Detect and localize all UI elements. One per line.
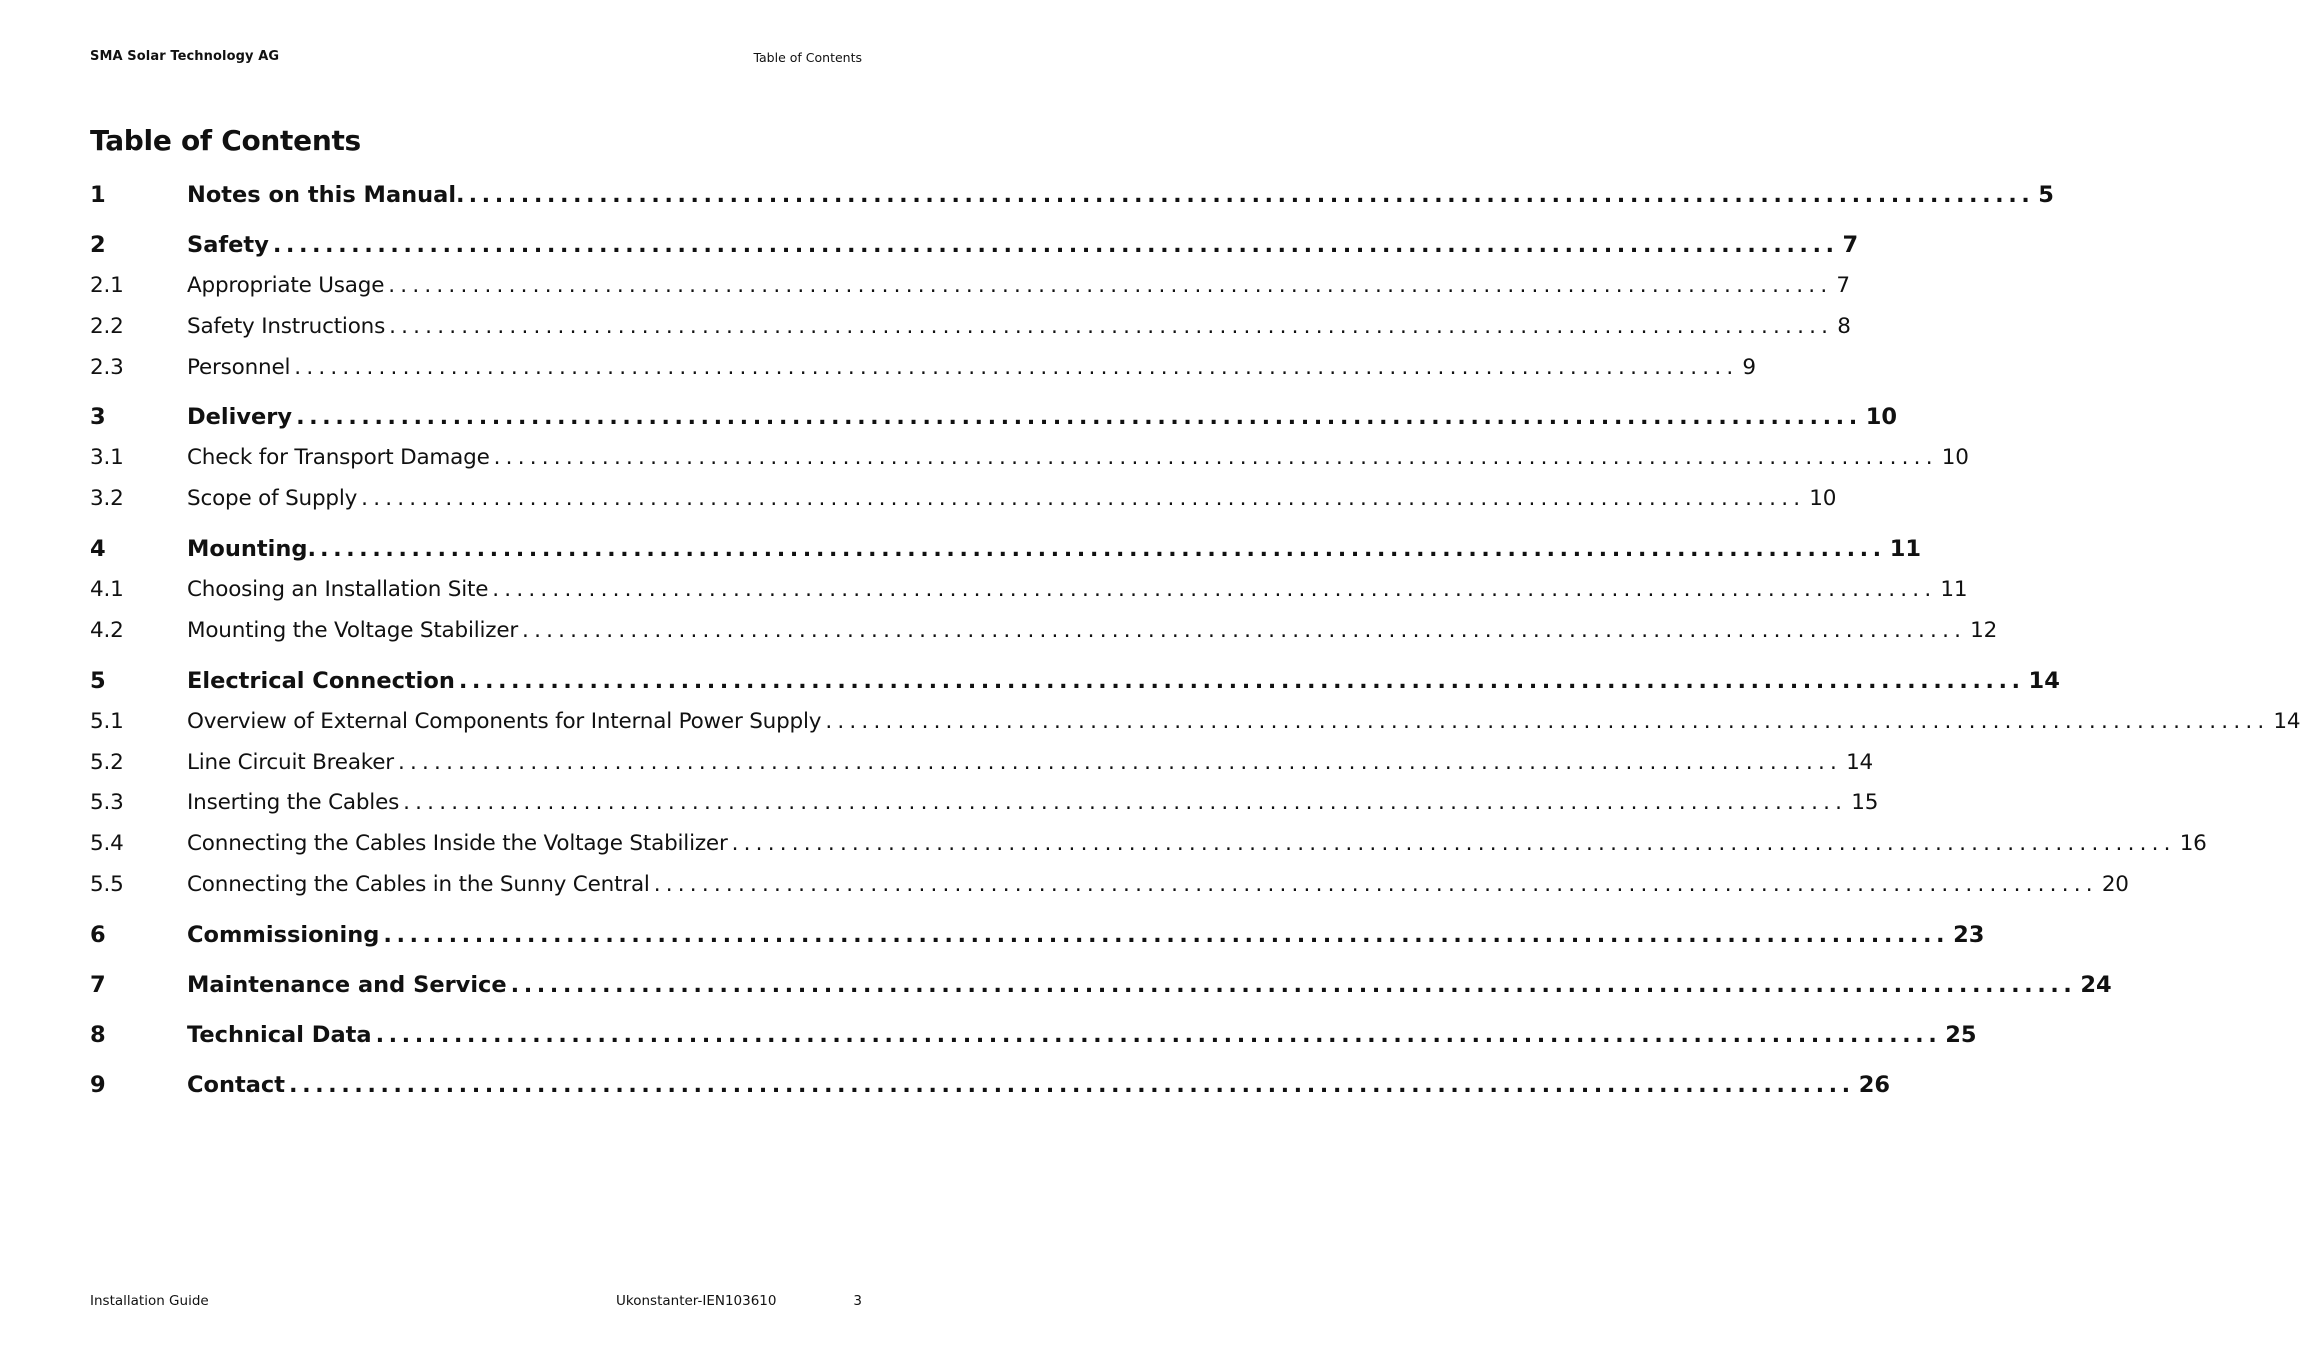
toc-leader-dots: ........................................................................................................................ (458, 668, 2025, 694)
toc-entry-page: 23 (1953, 922, 1985, 948)
toc-leader-dots: ........................................................................................................................ (320, 536, 1886, 562)
toc-entry-label: Safety (187, 232, 269, 258)
toc-entry[interactable] (90, 748, 1874, 778)
toc-entry-label: Appropriate Usage (187, 273, 385, 298)
toc-entry-page: 5 (2038, 182, 2054, 208)
footer-doc-type: Installation Guide (90, 1293, 209, 1309)
toc-entry-number: 3 (90, 404, 106, 430)
toc-entry-label: Delivery (187, 404, 293, 430)
toc-entry-number: 4.2 (90, 618, 124, 643)
toc-entry[interactable] (90, 575, 1968, 605)
toc-leader-dots: ........................................................................................................................ (294, 355, 1739, 380)
toc-entry-page: 14 (1846, 750, 1874, 775)
toc-entry-label: Notes on this Manual. (187, 182, 465, 208)
toc-entry-number: 4 (90, 536, 106, 562)
toc-entry-number: 1 (90, 182, 106, 208)
toc-entry-page: 10 (1941, 445, 1969, 470)
toc-entry-page: 12 (1970, 618, 1998, 643)
toc-entry[interactable] (90, 616, 1998, 646)
toc-entry-label: Line Circuit Breaker (187, 750, 394, 775)
toc-entry-page: 14 (2273, 709, 2300, 734)
toc-entry-page: 20 (2101, 872, 2129, 897)
toc-entry-label: Check for Transport Damage (187, 445, 490, 470)
toc-entry[interactable] (90, 443, 1969, 473)
toc-entry-number: 5 (90, 668, 106, 694)
toc-entry[interactable] (90, 788, 1879, 818)
toc-entry-number: 3.2 (90, 486, 124, 511)
header-section: Table of Contents (753, 50, 862, 65)
toc-entry-page: 8 (1837, 314, 1851, 339)
toc-entry[interactable] (90, 870, 2129, 900)
toc-entry[interactable] (90, 402, 1898, 432)
toc-entry-label: Contact (187, 1072, 286, 1098)
toc-entry[interactable] (90, 920, 1985, 950)
toc-entry-number: 6 (90, 922, 106, 948)
toc-entry-page: 11 (1940, 577, 1968, 602)
toc-leader-dots: ........................................................................................................................ (825, 709, 2270, 734)
toc-entry-page: 7 (1842, 232, 1859, 258)
toc-entry[interactable] (90, 353, 1756, 383)
toc-leader-dots: ........................................................................................................................ (510, 972, 2077, 998)
toc-entry-page: 11 (1889, 536, 1922, 562)
toc-entry[interactable] (90, 484, 1837, 514)
toc-leader-dots: ........................................................................................................................ (403, 790, 1848, 815)
toc-leader-dots: ........................................................................................................................ (383, 922, 1950, 948)
toc-entry-page: 25 (1945, 1022, 1977, 1048)
toc-leader-dots: ........................................................................................................................ (389, 314, 1834, 339)
toc-entry-label: Maintenance and Service (187, 972, 507, 998)
toc-entry-label: Mounting the Voltage Stabilizer (187, 618, 519, 643)
toc-entry-number: 2 (90, 232, 106, 258)
toc-leader-dots: ........................................................................................................................ (289, 1072, 1855, 1098)
toc-leader-dots: ........................................................................................................................ (388, 273, 1833, 298)
toc-entry-label: Technical Data (187, 1022, 372, 1048)
toc-entry-page: 14 (2028, 668, 2060, 694)
header-company: SMA Solar Technology AG (90, 49, 280, 64)
toc-entry-number: 7 (90, 972, 106, 998)
toc-entry-number: 2.2 (90, 314, 124, 339)
toc-leader-dots: ........................................................................................................................ (361, 486, 1806, 511)
footer-doc-id: Ukonstanter-IEN103610 (616, 1293, 777, 1309)
toc-entry[interactable] (90, 534, 1922, 564)
toc-entry-number: 5.3 (90, 790, 124, 815)
toc-leader-dots: ........................................................................................................................ (731, 831, 2176, 856)
toc-entry[interactable] (90, 180, 2054, 210)
toc-entry-label: Commissioning (187, 922, 380, 948)
toc-entry-number: 5.4 (90, 831, 124, 856)
toc-leader-dots: ........................................................................................................................ (296, 404, 1862, 430)
toc-leader-dots: ........................................................................................................................ (493, 445, 1938, 470)
toc-entry-number: 4.1 (90, 577, 124, 602)
toc-entry[interactable] (90, 829, 2207, 859)
toc-entry-number: 8 (90, 1022, 106, 1048)
toc-entry-label: Mounting. (187, 536, 317, 562)
toc-leader-dots: ........................................................................................................................ (653, 872, 2098, 897)
toc-entry-label: Choosing an Installation Site (187, 577, 489, 602)
toc-entry[interactable] (90, 1070, 1891, 1100)
toc-leader-dots: ........................................................................................................................ (375, 1022, 1942, 1048)
toc-entry[interactable] (90, 1020, 1977, 1050)
toc-entry[interactable] (90, 666, 2060, 696)
toc-entry[interactable] (90, 312, 1851, 342)
toc-entry-page: 16 (2179, 831, 2207, 856)
toc-entry-label: Electrical Connection (187, 668, 455, 694)
toc-entry-number: 9 (90, 1072, 106, 1098)
toc-entry-label: Scope of Supply (187, 486, 358, 511)
page-title: Table of Contents (90, 124, 361, 157)
toc-leader-dots: ........................................................................................................................ (468, 182, 2035, 208)
toc-entry-page: 9 (1742, 355, 1756, 380)
toc-entry[interactable] (90, 271, 1850, 301)
toc-entry-number: 3.1 (90, 445, 124, 470)
toc-entry[interactable] (90, 230, 1859, 260)
toc-leader-dots: ........................................................................................................................ (522, 618, 1967, 643)
toc-entry-label: Connecting the Cables Inside the Voltage Stabilizer (187, 831, 728, 856)
toc-entry-page: 10 (1865, 404, 1898, 430)
toc-entry-page: 26 (1858, 1072, 1891, 1098)
toc-leader-dots: ........................................................................................................................ (397, 750, 1843, 775)
toc-entry-page: 24 (2080, 972, 2112, 998)
toc-entry[interactable] (90, 970, 2112, 1000)
toc-entry-label: Connecting the Cables in the Sunny Central (187, 872, 650, 897)
toc-entry-number: 2.3 (90, 355, 124, 380)
toc-entry-page: 15 (1851, 790, 1879, 815)
toc-leader-dots: ........................................................................................................................ (272, 232, 1839, 258)
toc-leader-dots: ........................................................................................................................ (492, 577, 1937, 602)
toc-entry-label: Inserting the Cables (187, 790, 400, 815)
toc-entry-number: 5.5 (90, 872, 124, 897)
footer-page-number: 3 (853, 1293, 862, 1309)
toc-entry-number: 5.2 (90, 750, 124, 775)
toc-entry-page: 10 (1809, 486, 1837, 511)
toc-entry-label: Personnel (187, 355, 291, 380)
toc-entry-number: 2.1 (90, 273, 124, 298)
toc-entry-number: 5.1 (90, 709, 124, 734)
toc-entry[interactable] (90, 707, 2300, 737)
toc-entry-page: 7 (1836, 273, 1850, 298)
toc-entry-label: Safety Instructions (187, 314, 386, 339)
toc-entry-label: Overview of External Components for Internal Power Supply (187, 709, 822, 734)
